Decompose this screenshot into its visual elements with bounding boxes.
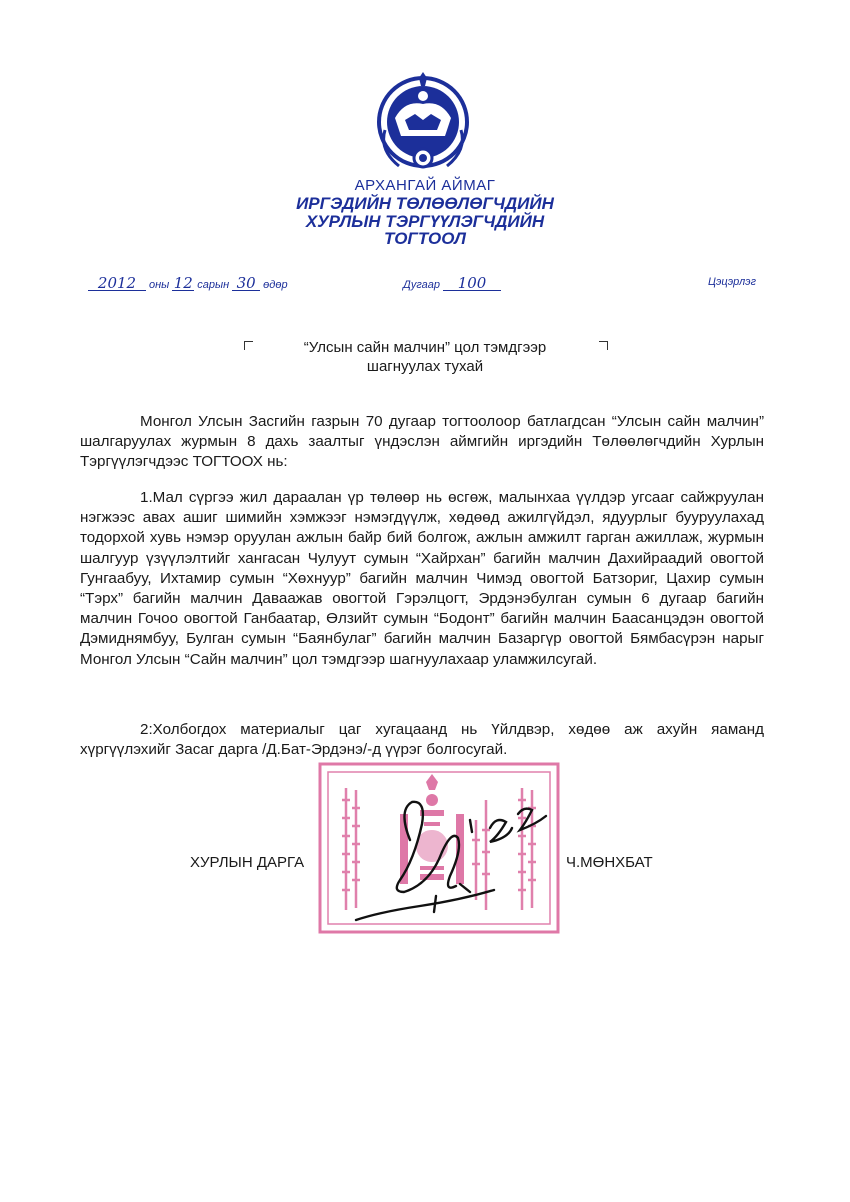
resolution-item-2: 2:Холбогдох материалыг цаг хугацаанд нь Үйлдвэр, хөдөө аж ахуйн яаманд хүргүүлэхийг Засаг дарга /Д.Бат-Эрдэнэ/-д үүрэг болгосугай.	[80, 721, 764, 759]
document-place: Цэцэрлэг	[708, 276, 757, 288]
document-type: ТОГТООЛ	[384, 229, 466, 248]
document-title-line2: шагнуулах тухай	[366, 358, 484, 375]
aimag-name: АРХАНГАЙ АЙМАГ	[354, 177, 496, 194]
date-year: 2012	[88, 276, 146, 291]
month-label: сарын	[197, 279, 230, 291]
date-day: 30	[232, 276, 260, 291]
signatory-name: Ч.МӨНХБАТ	[566, 854, 653, 871]
date-month: 12	[173, 274, 193, 292]
document-number	[400, 276, 501, 291]
preamble-paragraph: Монгол Улсын Засгийн газрын 70 дугаар тогтоолоор батлагдсан “Улсын сайн малчин” шалгаруулах журмын 8 дахь заалтыг үндэслэн аймгийн иргэдийн Төлөөлөгчдийн Хурлын Тэргүүлэгчдээс ТОГТООХ нь:	[80, 413, 764, 471]
resolution-item-1: 1.Мал сүргээ жил дараалан үр төлөөр нь өсгөж, малынхаа үүлдэр угсааг сайжруулан нэгжээс авах ашиг шимийн хэмжээг нэмэгдүүлж, хөдөөд ажилгүйдэл, ядуурлыг бууруулахад тодорхой хувь нэмэр оруулан ажлын байр бий болгож, ажлын амжилт гарган ажиллаж, журмын шалгуур үзүүлэлтийг хангасан Чулуут сумын “Хайрхан” багийн малчин Дахийраадий овогтой Гунгаабуу, Ихтамир сумын “Хөхнуур” багийн малчин Чимэд овогтой Батзориг, Цахир сумын “Тэрх” багийн малчин Даваажав овогтой Гэрэлцогт, Эрдэнэбулган сумын 6 дугаар багийн малчин Гочоо овогтой Ганбаатар, Өлзийт сумын “Бодонт” багийн малчин Баасанцэдэн овогтой Дэмиднямбуу, Булган сумын “Баянбулаг” багийн малчин Базаргүр овогтой Бямбасүрэн нарыг Монгол Улсын “Сайн малчин” цол тэмдгээр шагнуулахаар уламжилсугай.	[80, 489, 764, 668]
document-date	[88, 276, 291, 291]
number-value: 100	[443, 276, 501, 291]
number-label: Дугаар	[403, 279, 441, 291]
council-name-line1: ИРГЭДИЙН ТӨЛӨӨЛӨГЧДИЙН	[296, 194, 554, 213]
day-label: өдөр	[263, 279, 288, 291]
council-name-line2: ХУРЛЫН ТЭРГҮҮЛЭГЧДИЙН	[305, 212, 545, 231]
document-title-line1: “Улсын сайн малчин” цол тэмдгээр	[303, 339, 547, 356]
handwritten-signature	[340, 780, 570, 930]
state-emblem-icon	[375, 70, 471, 178]
year-label: оны	[149, 279, 170, 291]
signatory-role: ХУРЛЫН ДАРГА	[190, 854, 305, 871]
